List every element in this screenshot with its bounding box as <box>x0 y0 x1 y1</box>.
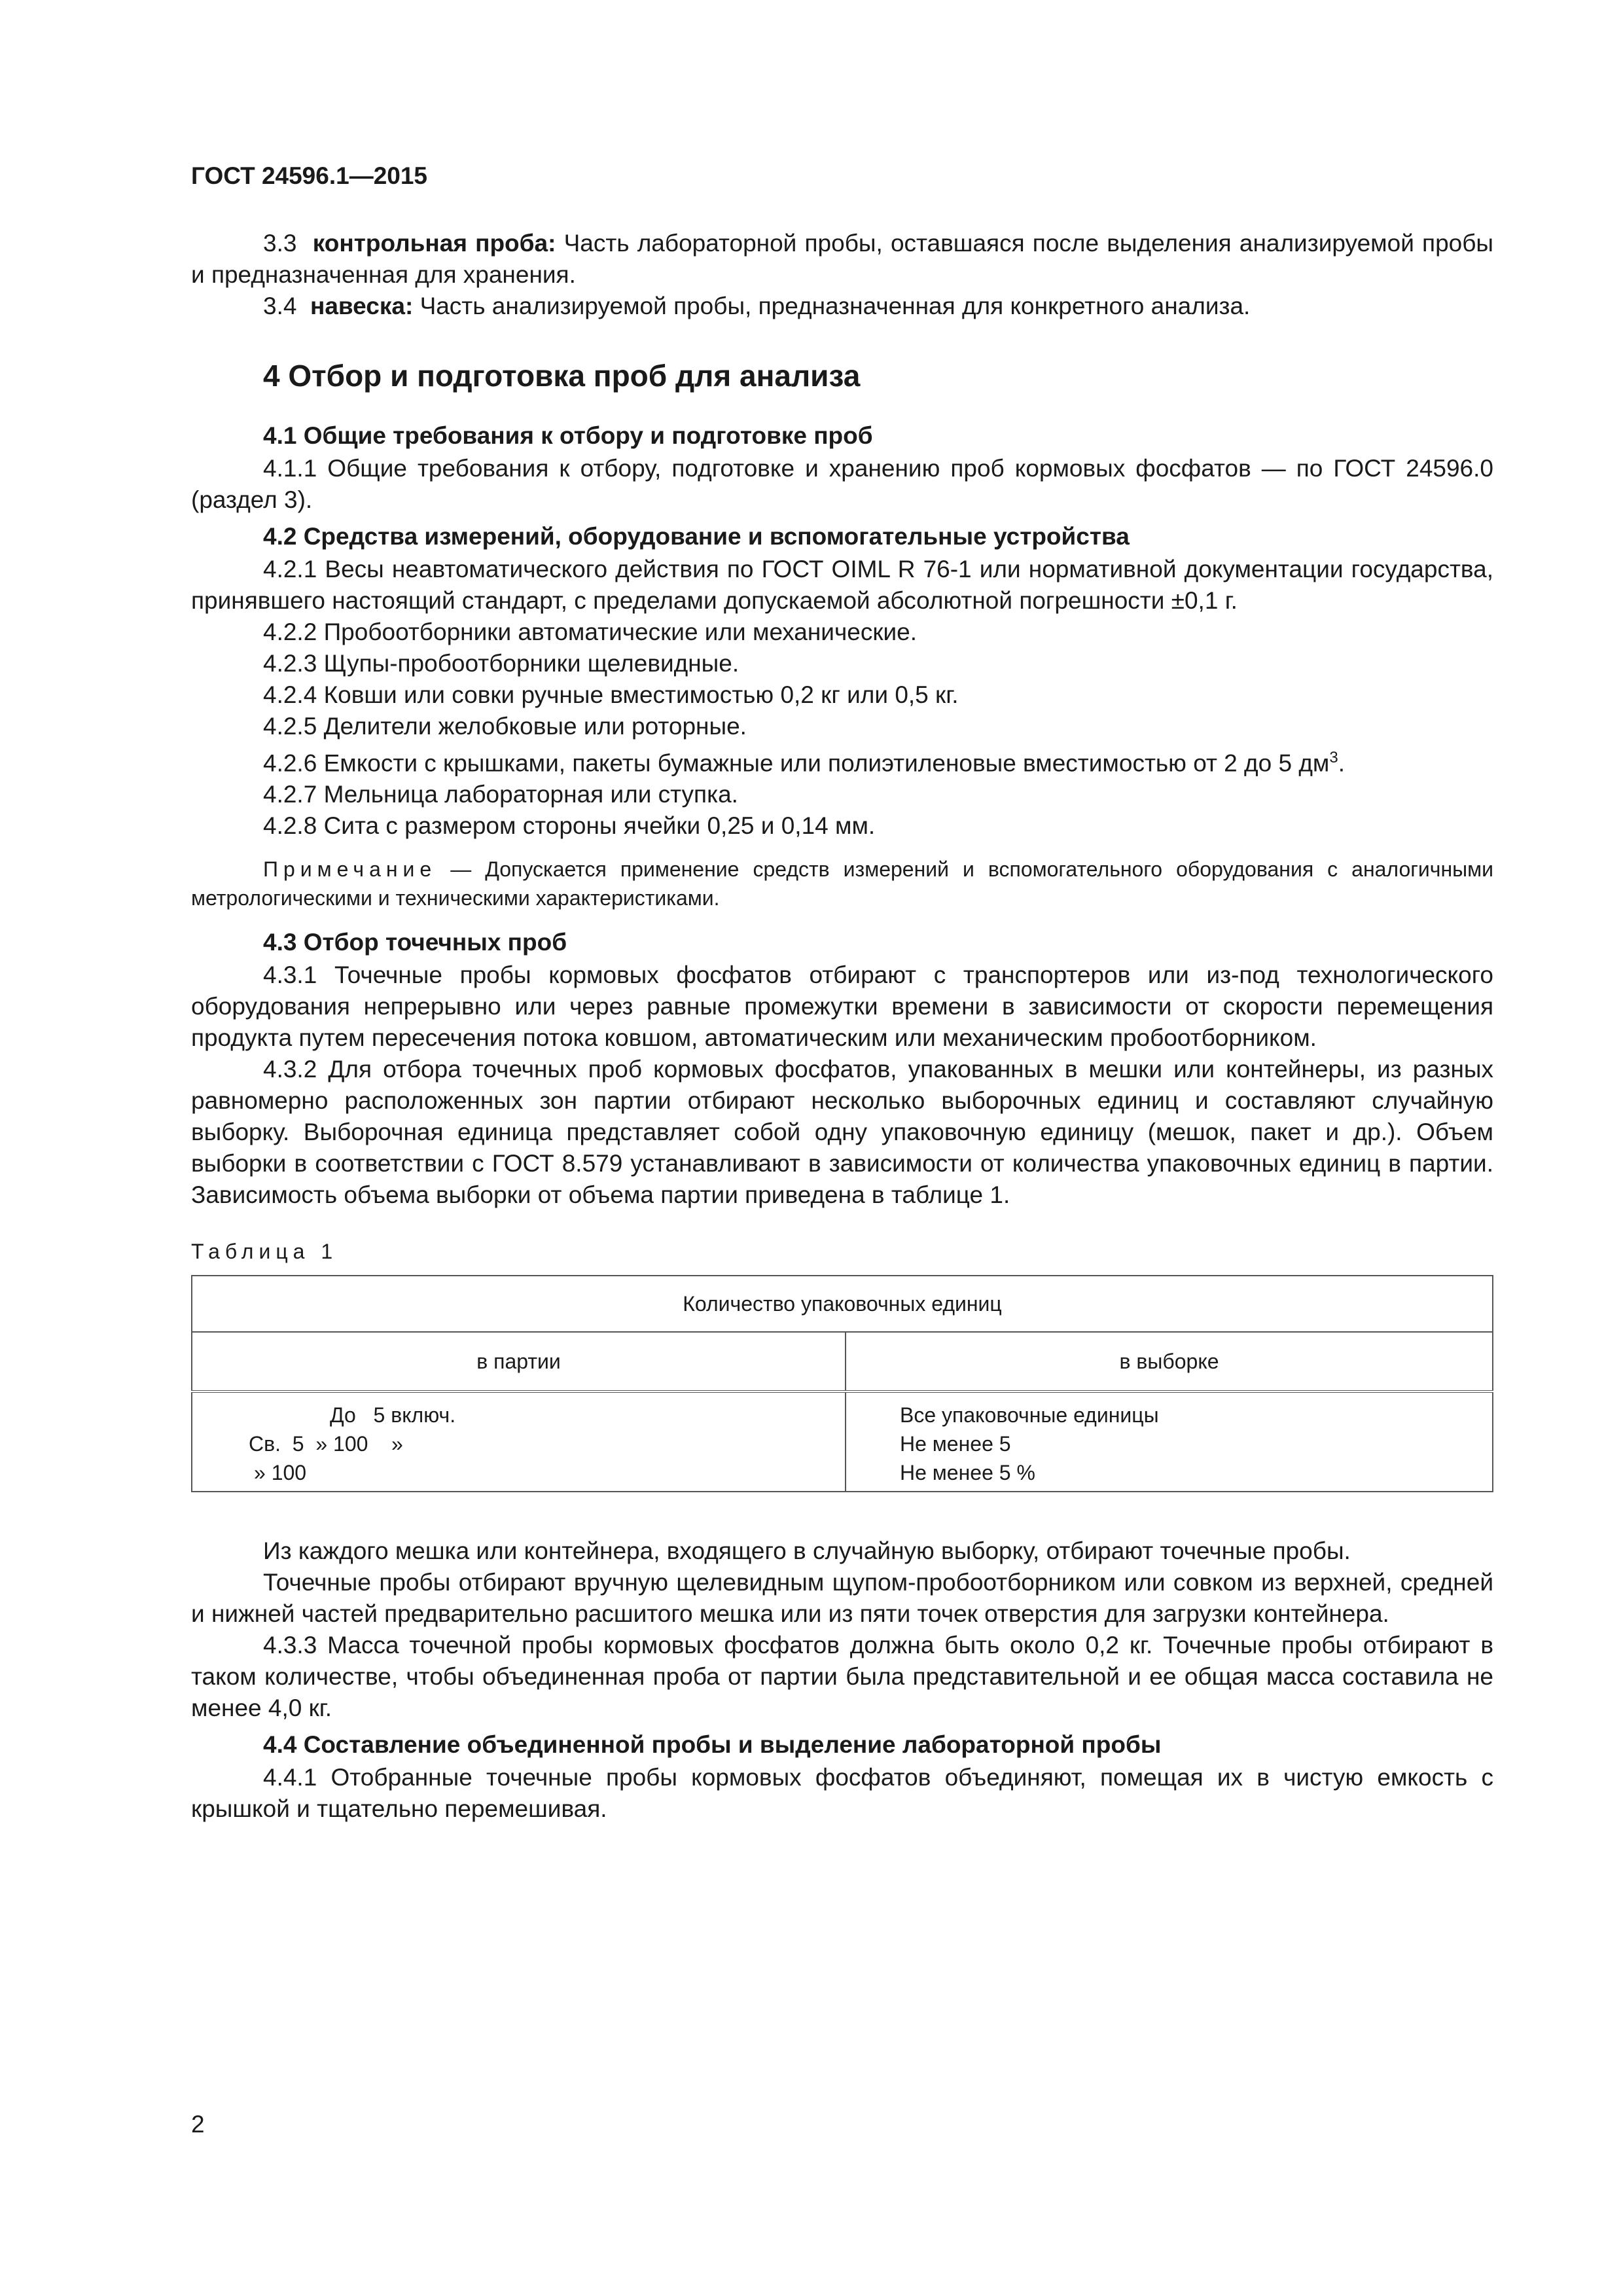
definition-3-3 <box>191 228 1493 291</box>
column-header-lot: в партии <box>192 1332 846 1391</box>
paragraph-4-3-2: 4.3.2 Для отбора точечных проб кормовых фосфатов, упакованных в мешки или контейнеры, из разных равномерно расположенных зон партии отбирают несколько выборочных единиц и составляют случайную выборку. Выборочная единица представляет собой одну упаковочную единицу (мешок, пакет и др.). Объем выборки в соответствии с ГОСТ 8.579 устанавливают в зависимости от количества упаковочных единиц в партии. Зависимость объема выборки от объема партии приведена в таблице 1. <box>191 1056 1493 1209</box>
subsection-4-2-title: 4.2 Средства измерений, оборудование и вспомогательные устройства <box>263 523 1130 550</box>
paragraph-4-2-2: 4.2.2 Пробоотборники автоматические или механические. <box>263 619 918 645</box>
paragraph-after-table-1: Из каждого мешка или контейнера, входящего в случайную выборку, отбирают точечные пробы. <box>263 1537 1351 1565</box>
definition-term: контрольная проба: <box>312 230 556 257</box>
table-cell-lot <box>192 1391 846 1492</box>
paragraph-4-1-1: 4.1.1 Общие требования к отбору, подготовке и хранению проб кормовых фосфатов — по ГОСТ 24596.0 (раздел 3). <box>191 455 1493 513</box>
definition-text: Часть анализируемой пробы, предназначенная для конкретного анализа. <box>419 293 1251 319</box>
paragraph-4-3-3: 4.3.3 Масса точечной пробы кормовых фосфатов должна быть около 0,2 кг. Точечные пробы отбирают в таком количестве, чтобы объединенная проба от партии была представительной и ее общая масса составила не менее 4,0 кг. <box>191 1632 1493 1722</box>
paragraph-4-2-3: 4.2.3 Щупы-пробоотборники щелевидные. <box>263 650 740 677</box>
definition-term: навеска: <box>310 293 414 319</box>
note <box>191 855 1493 912</box>
table-cell-line: Св. 5 » 100 » <box>249 1432 403 1456</box>
definition-3-4 <box>191 291 1493 322</box>
document-id-header: ГОСТ 24596.1—2015 <box>191 162 428 189</box>
table-cell-line: » 100 <box>254 1461 307 1485</box>
table-cell-line: Не менее 5 <box>900 1432 1011 1456</box>
note-label: Примечание <box>263 857 437 882</box>
subsection-4-1-title: 4.1 Общие требования к отбору и подготовке проб <box>263 422 873 449</box>
paragraph-4-2-7: 4.2.7 Мельница лабораторная или ступка. <box>263 781 738 808</box>
table-header-row <box>192 1276 1493 1332</box>
definition-text: Часть лабораторной пробы, оставшаяся после выделения анализируемой пробы и предназначенная для хранения. <box>191 230 1494 288</box>
paragraph-4-2-4: 4.2.4 Ковши или совки ручные вместимостью 0,2 кг или 0,5 кг. <box>263 681 959 708</box>
table-subheader-row <box>192 1332 1493 1391</box>
paragraph-after-table-2: Точечные пробы отбирают вручную щелевидным щупом-пробоотборником или совком из верхней, средней и нижней частей предварительно расшитого мешка или из пяти точек отверстия для загрузки контейнера. <box>191 1569 1493 1628</box>
table-1 <box>191 1275 1493 1492</box>
table-cell-line: Не менее 5 % <box>900 1461 1035 1485</box>
paragraph-4-3-1: 4.3.1 Точечные пробы кормовых фосфатов отбирают с транспортеров или из-под технологического оборудования непрерывно или через равные промежутки времени в зависимости от скорости перемещения продукта путем пересечения потока ковшом, автоматическим или механическим пробоотборником. <box>191 961 1493 1052</box>
subsection-4-4-title: 4.4 Составление объединенной пробы и выделение лабораторной пробы <box>263 1731 1162 1759</box>
table-row <box>192 1391 1493 1492</box>
section-4-title: 4 Отбор и подготовка проб для анализа <box>263 359 861 393</box>
table-cell-line: Все упаковочные единицы <box>900 1403 1159 1427</box>
table-cell-sample <box>846 1391 1493 1492</box>
table-cell-line: До 5 включ. <box>330 1403 456 1427</box>
table-header-cell: Количество упаковочных единиц <box>192 1276 1493 1332</box>
paragraph-4-2-6 <box>191 742 1493 779</box>
paragraph-4-2-5: 4.2.5 Делители желобковые или роторные. <box>263 713 747 740</box>
paragraph-4-2-1: 4.2.1 Весы неавтоматического действия по ГОСТ OIML R 76-1 или нормативной документации государства, принявшего настоящий стандарт, с пределами допускаемой абсолютной погрешности ±0,1 г. <box>191 556 1493 614</box>
note-text: — Допускается применение средств измерений и вспомогательного оборудования с аналогичными метрологическими и техническими характеристиками. <box>191 857 1493 910</box>
definition-number: 3.4 <box>263 293 297 319</box>
column-header-sample: в выборке <box>846 1332 1493 1391</box>
paragraph-end: . <box>1338 749 1346 777</box>
definition-number: 3.3 <box>263 230 297 257</box>
paragraph-4-2-8: 4.2.8 Сита с размером стороны ячейки 0,25 и 0,14 мм. <box>263 812 876 840</box>
subsection-4-3-title: 4.3 Отбор точечных проб <box>263 929 567 956</box>
paragraph-text: 4.2.6 Емкости с крышками, пакеты бумажные или полиэтиленовые вместимостью от 2 до 5 дм <box>263 749 1330 777</box>
paragraph-4-4-1: 4.4.1 Отобранные точечные пробы кормовых фосфатов объединяют, помещая их в чистую емкость с крышкой и тщательно перемешивая. <box>191 1764 1493 1823</box>
superscript: 3 <box>1329 749 1338 766</box>
table-caption: Таблица 1 <box>191 1240 338 1264</box>
page-body <box>191 228 1493 1825</box>
page-number: 2 <box>191 2111 205 2138</box>
